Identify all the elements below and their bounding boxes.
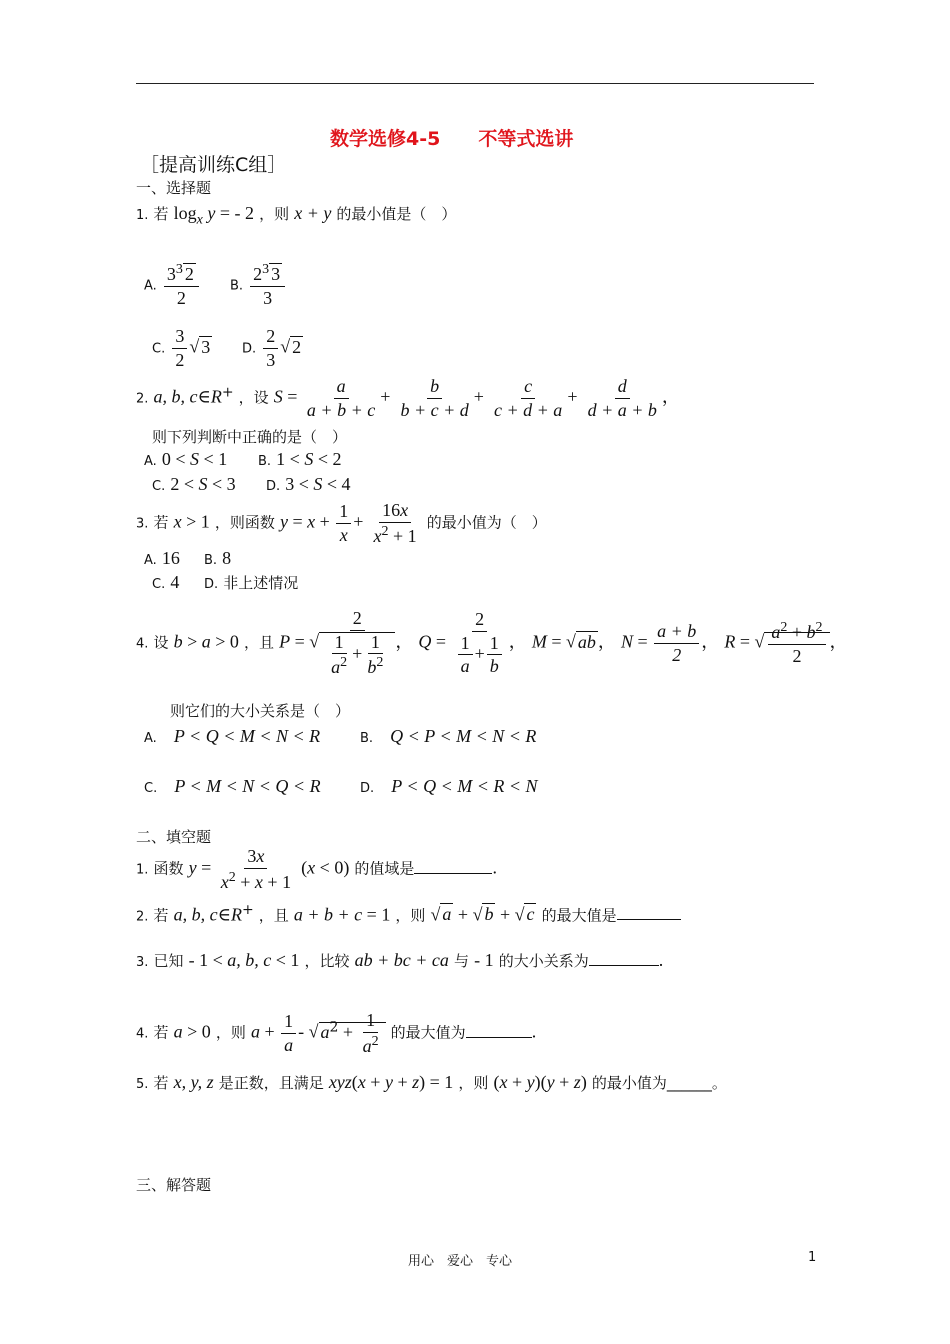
- q3-option-a: A. 16: [144, 548, 180, 568]
- q1-number: 1.: [136, 208, 149, 223]
- q4-option-b: B. Q < P < M < N < R: [360, 726, 537, 746]
- header-rule: [136, 83, 814, 84]
- q1-expression: x + y: [294, 203, 332, 223]
- section-choice: 一、选择题: [136, 179, 212, 197]
- q4-option-c: C. P < M < N < Q < R: [144, 776, 321, 796]
- q1-option-b: B. $\frac{2^3 3}{3}$: [230, 262, 287, 308]
- q3-option-c: C. 4: [152, 572, 180, 592]
- q4-option-a: A. P < Q < M < N < R: [144, 726, 321, 746]
- fill-2: 2. 若 a, b, c∈R+ ，且 a + b + c = 1 ，则 √ a + √ b + √ c 的最大值是: [136, 902, 681, 925]
- section-fill: 二、填空题: [136, 828, 212, 846]
- q2-prompt: 则下列判断中正确的是（ ）: [152, 428, 348, 446]
- q1-option-d: D. $\frac{2}{3}$ √ 2: [242, 326, 302, 370]
- q1-condition: $\log_x y$ = - 2: [173, 203, 254, 228]
- q4-prompt: 则它们的大小关系是（ ）: [170, 702, 351, 720]
- footer-text: 用心 爱心 专心: [408, 1254, 513, 1269]
- q3-option-d: D. 非上述情况: [204, 574, 299, 592]
- q1-option-a: A. $\frac{3^3 2}{2}$: [144, 262, 201, 308]
- page-number: 1: [808, 1250, 817, 1265]
- q2-option-b: B. 1 < S < 2: [258, 449, 342, 469]
- question-4: 4. 设 b > a > 0 ，且 P = √ 2 $\frac{1}{a^2}$ + $\frac{1}{b^2}$ ， Q = 2 $\frac{1}{a}$ + $\frac{1}{b}$ ， M = √ ab ， N = $\frac{a + b}{2}$ ， R = √ $\frac{a^2 + b^2}{2}$ ，: [136, 608, 848, 678]
- section-solve: 三、解答题: [136, 1176, 212, 1194]
- fill-4: 4. 若 a > 0 ，则 a + $\frac{1}{a}$ - √ $a^2$ + $\frac{1}{a^2}$ 的最大值为 .: [136, 1010, 537, 1056]
- q2-option-d: D. 3 < S < 4: [266, 474, 351, 494]
- fill-3: 3. 已知 - 1 < a, b, c < 1 ，比较 ab + bc + ca 与 - 1 的大小关系为 .: [136, 950, 664, 970]
- q4-option-d: D. P < Q < M < R < N: [360, 776, 538, 796]
- page-title: 数学选修4-5 不等式选讲: [330, 128, 574, 150]
- q2-option-c: C. 2 < S < 3: [152, 474, 236, 494]
- group-label: ［提高训练C组］: [140, 154, 287, 176]
- q3-option-b: B. 8: [204, 548, 232, 568]
- q1-option-c: C. $\frac{3}{2}$ √ 3: [152, 326, 211, 370]
- question-3: 3. 若 x > 1 ，则函数 y = x + $\frac{1}{x}$ + $\frac{16x}{x^2 + 1}$ 的最小值为（ ）: [136, 500, 547, 546]
- question-2: 2. a, b, c∈R+ ，设 S = $\frac{a}{a + b + c}$ + $\frac{b}{b + c + d}$ + $\frac{c}{c + d + a}$ + $\frac{d}{d + a + b}$ ，: [136, 376, 680, 420]
- question-1: 1. 若 $\log_x y$ = - 2 ，则 x + y 的最小值是（ ）: [136, 203, 457, 228]
- fill-5: 5. 若 x, y, z 是正数，且满足 xyz(x + y + z) = 1 ，则 (x + y)(y + z) 的最小值为______。: [136, 1072, 727, 1092]
- fill-1: 1. 函数 y = $\frac{3x}{x^2 + x + 1}$ (x < 0) 的值域是 .: [136, 846, 497, 892]
- q2-option-a: A. 0 < S < 1: [144, 449, 228, 469]
